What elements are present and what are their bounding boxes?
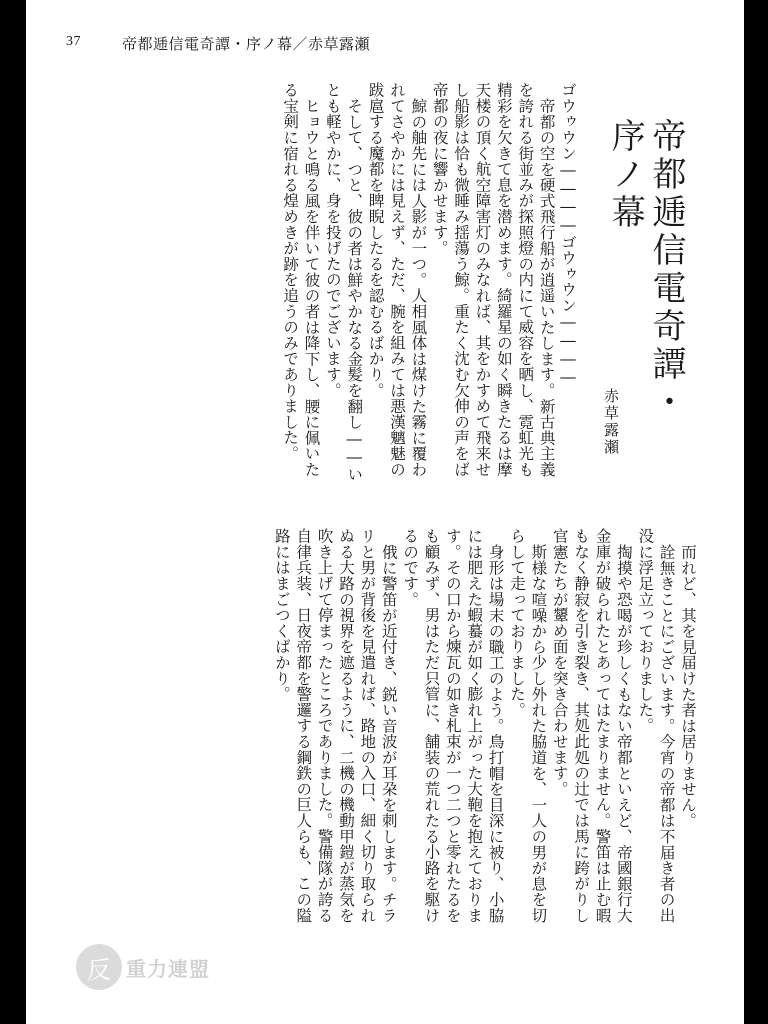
- lower-text-block: [138, 528, 698, 930]
- page-number: 37: [66, 34, 81, 49]
- paragraph: 詮無きことにございます。今宵の帝都は不届き者の出没に浮足立っておりました。: [636, 528, 676, 923]
- left-frame-border: [0, 0, 26, 1024]
- paragraph: 身形は場末の職工のよう。鳥打帽を目深に被り、小脇には肥えた蝦蟇が如く膨れ上がった大鞄を抱えております。その口から煉瓦の如き札束が一つ二つと零れたるをも顧みず、男はただ只管に、舗装の荒れたる小路を駆けるのです。: [401, 528, 505, 923]
- watermark: [76, 944, 210, 990]
- paragraph: ゴウゥウン――――ゴウゥウン――――: [559, 82, 577, 387]
- paragraph: 俄に警笛が近付き、鋭い音波が耳朶を刺します。チラリと男が背後を見遣れば、路地の入口、細く切り取られぬる大路の視界を遮るように、二機の機動甲鎧が蒸気を吹き上げて停まったところでありました。警備隊が誇る自律兵装、日夜帝都を警邏する鋼鉄の巨人らも、この隘路にはまごつくばかり。: [272, 528, 398, 923]
- author-name: 赤草露瀬: [602, 388, 620, 456]
- paragraph: 帝都の空を硬式飛行船が逍遥いたします。新古典主義を誇れる街並みが探照燈の内にて威容を晒し、霓虹光も精彩を欠きて息を潜めます。綺羅星の如く瞬きたるは摩天楼の頂く航空障害灯のみなれば、其をかすめて飛来せし船影は恰も微睡み揺蕩う鯨。重たく沈む欠伸の声をば帝都の夜に響かせます。: [430, 82, 556, 477]
- paragraph: 而れど、其を見届けた者は居りません。: [679, 543, 697, 828]
- right-frame-border: [744, 0, 768, 1024]
- paragraph: ヒョウと鳴る風を伴いて彼の者は降下し、腰に佩いたる宝剣に宿れる煌めきが跡を追うのみでありました。: [281, 82, 321, 477]
- paragraph: 鯨の舳先には人影が一つ。人相風体は煤けた霧に覆われてさやかには見えず、ただ、腕を組みては悪漢魑魅の跋扈する魔都を睥睨したるを認むるばかり。: [366, 82, 428, 477]
- book-page: [26, 0, 744, 1024]
- paragraph: 掏摸や恐喝が珍しくもない帝都といえど、帝國銀行大金庫が破られたとあってはたまりません。警笛は止む暇もなく静寂を引き裂き、其処此処の辻では馬に跨がりし官憲たちが顰め面を突き合わせます。: [550, 528, 633, 923]
- chapter-title: 帝都逓信電奇譚・序ノ幕: [605, 118, 686, 422]
- paragraph: 斯様な喧噪から少し外れた脇道を、一人の男が息を切らして走っておりました。: [508, 528, 548, 923]
- paragraph: そして、つと、彼の者は鮮やかなる金髪を翻し――いとも軽やかに、身を投げたのでございます。: [323, 82, 364, 482]
- watermark-text: 重力連盟: [126, 956, 210, 981]
- watermark-logo-icon: 反: [76, 944, 122, 990]
- running-head: 帝都逓信電奇譚・序ノ幕／赤草露瀬: [122, 35, 371, 53]
- upper-text-block: [138, 82, 578, 492]
